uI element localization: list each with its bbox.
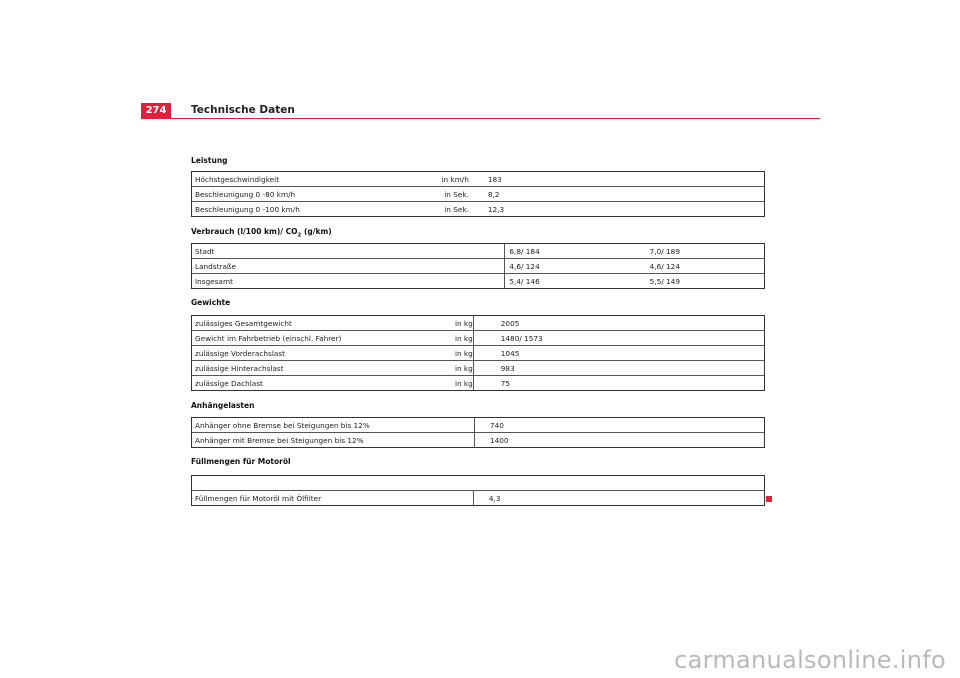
table-row: [192, 259, 765, 274]
row-label: Insgesamt: [192, 274, 505, 289]
row-value: 1045: [473, 346, 764, 361]
table-row: [192, 361, 765, 376]
table-row: [192, 491, 765, 506]
row-label: Beschleunigung 0 -100 km/h in Sek.: [192, 202, 473, 217]
row-unit: in kg: [454, 378, 473, 388]
row-unit: in km/h: [441, 174, 469, 184]
row-label: zulässiges Gesamtgewicht in kg: [192, 316, 474, 331]
table-row: [192, 418, 765, 433]
page-title: Technische Daten: [191, 104, 295, 116]
row-label: Stadt: [192, 244, 505, 259]
table-leistung: [191, 171, 765, 217]
header-rule: [141, 118, 820, 119]
end-of-section-marker: [766, 496, 772, 502]
row-value-2: 4,6/ 124: [648, 259, 765, 274]
table-row: [192, 331, 765, 346]
table-row: [192, 187, 765, 202]
row-value: 1400: [474, 433, 764, 448]
section-title-verbrauch: Verbrauch (l/100 km)/ $CO_2$ (g/km): [191, 227, 332, 239]
section-title-fuellmengen: Füllmengen für Motoröl: [191, 457, 291, 466]
row-value-2: 7,0/ 189: [648, 244, 765, 259]
row-value: 740: [474, 418, 764, 433]
row-value: 983: [473, 361, 764, 376]
row-value-1: 6,8/ 184: [505, 244, 648, 259]
row-label: Beschleunigung 0 -80 km/h in Sek.: [192, 187, 473, 202]
table-row: [192, 202, 765, 217]
empty-row: [192, 476, 765, 491]
row-label: zulässige Dachlast in kg: [192, 376, 474, 391]
section-title-gewichte: Gewichte: [191, 298, 231, 307]
row-unit: in Sek.: [444, 189, 469, 199]
table-fuellmengen: [191, 475, 765, 506]
row-unit: in kg: [454, 363, 473, 373]
row-label: Gewicht im Fahrbetrieb (einschl. Fahrer) in kg: [192, 331, 474, 346]
table-verbrauch: [191, 243, 765, 289]
table-row-empty: [192, 476, 765, 491]
row-value: 2005: [473, 316, 764, 331]
table-row: [192, 316, 765, 331]
row-unit: in kg: [454, 333, 473, 343]
row-label: Anhänger ohne Bremse bei Steigungen bis 12%: [192, 418, 475, 433]
table-row: [192, 244, 765, 259]
table-row: [192, 433, 765, 448]
row-label: zulässige Vorderachslast in kg: [192, 346, 474, 361]
row-unit: in kg: [454, 348, 473, 358]
row-unit: in kg: [454, 318, 473, 328]
row-value: 4,3: [473, 491, 764, 506]
table-row: [192, 274, 765, 289]
section-title-leistung: Leistung: [191, 156, 228, 165]
table-gewichte: [191, 315, 765, 391]
watermark: carmanualsonline.info: [674, 646, 946, 674]
row-value: 1480/ 1573: [473, 331, 764, 346]
row-value: 8,2: [473, 187, 765, 202]
row-value: 183: [473, 172, 765, 187]
row-value: 12,3: [473, 202, 765, 217]
row-value: 75: [473, 376, 764, 391]
page-number: 274: [141, 103, 171, 118]
row-label: Füllmengen für Motoröl mit Ölfilter: [192, 491, 474, 506]
section-title-anhaengelasten: Anhängelasten: [191, 401, 255, 410]
row-value-1: 5,4/ 146: [505, 274, 648, 289]
table-anhaengelasten: [191, 417, 765, 448]
row-label: Anhänger mit Bremse bei Steigungen bis 12%: [192, 433, 475, 448]
row-unit: in Sek.: [444, 204, 469, 214]
row-label: Höchstgeschwindigkeit in km/h: [192, 172, 473, 187]
row-value-2: 5,5/ 149: [648, 274, 765, 289]
row-label: Landstraße: [192, 259, 505, 274]
row-value-1: 4,6/ 124: [505, 259, 648, 274]
row-label: zulässige Hinterachslast in kg: [192, 361, 474, 376]
table-row: [192, 346, 765, 361]
table-row: [192, 172, 765, 187]
table-row: [192, 376, 765, 391]
